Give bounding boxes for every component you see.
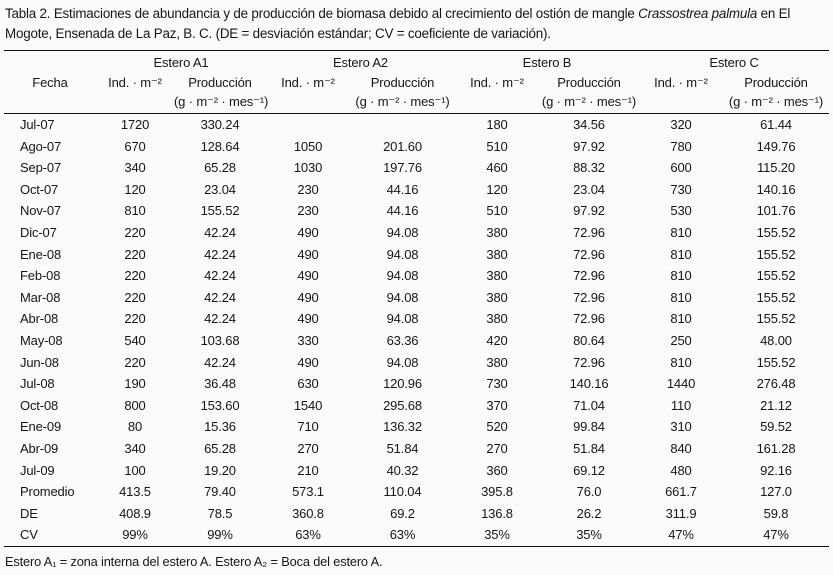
cell-value: 42.24	[204, 268, 236, 284]
table-row	[4, 265, 829, 287]
cell-value: 80.64	[573, 332, 605, 348]
cell-value: 573.1	[292, 484, 324, 500]
cell-value: 76.0	[576, 484, 602, 500]
row-label: Dic-07	[20, 224, 57, 240]
cell-value: 72.96	[573, 311, 605, 327]
column-header-ind: Ind. · m⁻²	[654, 75, 708, 90]
cell-value: 810	[670, 224, 692, 240]
cell-value: 23.04	[573, 181, 605, 197]
cell-value: 155.52	[200, 203, 240, 219]
table-row	[4, 244, 829, 266]
group-header-estero-c: Estero C	[709, 55, 759, 70]
empty-cell	[96, 92, 174, 114]
cell-value: 100	[124, 462, 146, 478]
cell-value: 490	[297, 268, 319, 284]
table-row	[4, 114, 829, 136]
cell-value: 810	[670, 354, 692, 370]
column-header-row	[4, 73, 829, 92]
table-body	[4, 114, 829, 547]
units-header: (g · m⁻² · mes⁻¹)	[728, 94, 824, 109]
row-label: Oct-08	[20, 397, 59, 413]
cell-value: 810	[670, 311, 692, 327]
row-label: Sep-07	[20, 160, 62, 176]
table-row	[4, 136, 829, 158]
table-row	[4, 481, 829, 503]
cell-value: 120	[486, 181, 508, 197]
cell-value: 88.32	[573, 160, 605, 176]
cell-value: 600	[670, 160, 692, 176]
cell-value: 115.20	[757, 160, 795, 176]
cell-value: 510	[486, 138, 508, 154]
cell-value: 153.60	[200, 397, 240, 413]
cell-value: 840	[670, 440, 692, 456]
cell-value: 380	[486, 354, 508, 370]
cell-value: 380	[486, 246, 508, 262]
cell-value: 99%	[122, 527, 148, 543]
cell-value: 380	[486, 268, 508, 284]
cell-value: 161.28	[756, 440, 796, 456]
cell-value: 197.76	[383, 160, 422, 176]
row-label: May-08	[20, 332, 63, 348]
cell-value: 72.96	[573, 289, 605, 305]
cell-value: 79.40	[204, 484, 236, 500]
table-caption	[0, 0, 833, 48]
row-label: Jul-08	[20, 376, 55, 392]
cell-value: 97.92	[573, 138, 605, 154]
cell-value: 270	[486, 440, 508, 456]
row-label: Promedio	[20, 484, 75, 500]
cell-value: 810	[670, 268, 692, 284]
row-label: Jul-09	[20, 462, 55, 478]
cell-value: 140.16	[756, 181, 796, 197]
cell-value: 59.8	[763, 505, 789, 521]
cell-value: 220	[124, 246, 146, 262]
cell-value: 490	[297, 354, 319, 370]
cell-value: 480	[670, 462, 692, 478]
units-header: (g · m⁻² · mes⁻¹)	[355, 94, 450, 109]
column-header-ind: Ind. · m⁻²	[108, 75, 162, 90]
cell-value: 44.16	[386, 203, 419, 219]
units-header-row	[4, 92, 829, 114]
table-row	[4, 373, 829, 395]
species-name: Crassostrea palmula	[638, 6, 758, 21]
cell-value: 730	[670, 181, 692, 197]
column-header-produccion: Producción	[557, 75, 621, 90]
cell-value: 360	[486, 462, 508, 478]
cell-value: 340	[124, 440, 146, 456]
cell-value: 71.04	[573, 397, 605, 413]
cell-value: 1720	[120, 117, 150, 132]
cell-value: 101.76	[756, 203, 796, 219]
cell-value: 380	[486, 289, 508, 305]
cell-value: 395.8	[481, 484, 513, 500]
table-row	[4, 352, 829, 374]
cell-value: 69.12	[573, 462, 605, 478]
cell-value: 370	[486, 397, 508, 413]
cell-value: 80	[127, 419, 143, 435]
cell-value: 490	[297, 311, 319, 327]
cell-value: 340	[124, 160, 146, 176]
cell-value: 63.36	[386, 332, 419, 348]
table-row	[4, 524, 829, 546]
cell-value: 99.84	[573, 419, 605, 435]
cell-value: 661.7	[665, 484, 697, 500]
empty-cell	[455, 92, 539, 114]
cell-value: 311.9	[665, 505, 697, 521]
cell-value: 530	[670, 203, 692, 219]
cell-value: 65.28	[204, 160, 236, 176]
cell-value: 220	[124, 354, 146, 370]
cell-value: 155.52	[756, 289, 796, 305]
row-label: Jul-07	[20, 117, 55, 132]
row-label: Oct-07	[20, 181, 59, 197]
cell-value: 42.24	[204, 246, 236, 262]
cell-value: 128.64	[200, 138, 240, 154]
cell-value: 155.52	[756, 311, 796, 327]
row-label: Abr-08	[20, 311, 59, 327]
cell-value: 230	[297, 203, 319, 219]
cell-value: 201.60	[383, 138, 422, 154]
cell-value: 1050	[293, 138, 323, 154]
cell-value: 51.84	[573, 440, 605, 456]
cell-value: 36.48	[204, 376, 236, 392]
row-label: Feb-08	[20, 268, 61, 284]
cell-value: 63%	[389, 527, 416, 543]
cell-value: 140.16	[569, 376, 609, 392]
units-header: (g · m⁻² · mes⁻¹)	[174, 94, 269, 109]
cell-value: 220	[124, 311, 146, 327]
cell-value: 61.44	[760, 117, 792, 132]
cell-value: 35%	[576, 527, 602, 543]
row-label: Ene-08	[20, 246, 62, 262]
column-header-ind: Ind. · m⁻²	[281, 75, 335, 90]
empty-cell	[266, 92, 350, 114]
table-row	[4, 330, 829, 352]
cell-value: 210	[297, 462, 319, 478]
cell-value: 65.28	[204, 440, 236, 456]
cell-value: 220	[124, 224, 146, 240]
cell-value: 34.56	[573, 117, 605, 132]
cell-value: 520	[486, 419, 508, 435]
cell-value: 380	[486, 311, 508, 327]
corner-cell	[4, 51, 96, 74]
table-row	[4, 157, 829, 179]
cell-value: 490	[297, 289, 319, 305]
cell-value: 460	[486, 160, 508, 176]
cell-value: 72.96	[573, 224, 605, 240]
empty-cell	[639, 92, 723, 114]
cell-value: 1030	[293, 160, 323, 176]
cell-value: 1540	[293, 397, 323, 413]
cell-value: 380	[486, 224, 508, 240]
cell-value: 63%	[295, 527, 321, 543]
abundance-production-table	[4, 50, 829, 547]
cell-value: 19.20	[204, 462, 236, 478]
cell-value: 250	[670, 332, 692, 348]
units-header: (g · m⁻² · mes⁻¹)	[541, 94, 637, 109]
cell-value: 72.96	[573, 246, 605, 262]
cell-value: 72.96	[573, 354, 605, 370]
cell-value: 155.52	[756, 268, 796, 284]
cell-value: 800	[124, 397, 146, 413]
cell-value: 413.5	[119, 484, 151, 500]
cell-value: 127.0	[760, 484, 792, 500]
cell-value: 180	[486, 117, 508, 132]
empty-cell	[4, 92, 96, 114]
cell-value: 94.08	[386, 354, 419, 370]
cell-value: 540	[124, 332, 146, 348]
cell-value: 110	[670, 397, 692, 413]
cell-value: 47%	[668, 527, 694, 543]
cell-value: 120	[124, 181, 146, 197]
cell-value: 120.96	[383, 376, 422, 392]
cell-value: 220	[124, 289, 146, 305]
cell-value: 23.04	[204, 181, 236, 197]
cell-value: 26.2	[576, 505, 602, 521]
cell-value: 155.52	[756, 224, 796, 240]
table-row	[4, 438, 829, 460]
row-label: Jun-08	[20, 354, 59, 370]
caption-text: Tabla 2. Estimaciones de abundancia y de producción de biomasa debido al crecimiento del ostión de mangle	[5, 6, 639, 21]
cell-value: 94.08	[386, 268, 419, 284]
cell-value: 270	[297, 440, 319, 456]
cell-value: 810	[124, 203, 146, 219]
table-footnote: Estero A₁ = zona interna del estero A. Estero A₂ = Boca del estero A.	[5, 553, 383, 569]
cell-value: 408.9	[119, 505, 151, 521]
column-header-ind: Ind. · m⁻²	[470, 75, 524, 90]
cell-value: 42.24	[204, 354, 236, 370]
cell-value: 710	[297, 419, 319, 435]
group-header-estero-a2: Estero A2	[332, 55, 389, 70]
cell-value: 320	[670, 117, 692, 132]
cell-value: 42.24	[204, 224, 236, 240]
cell-value: 103.68	[200, 332, 240, 348]
row-label: CV	[20, 527, 38, 543]
cell-value: 40.32	[386, 462, 419, 478]
cell-value: 630	[297, 376, 319, 392]
column-header-produccion: Producción	[370, 75, 435, 90]
table-row	[4, 287, 829, 309]
table-row	[4, 200, 829, 222]
cell-value: 490	[297, 246, 319, 262]
cell-value: 730	[486, 376, 508, 392]
cell-value: 136.8	[481, 505, 513, 521]
cell-value: 155.52	[756, 246, 796, 262]
cell-value: 97.92	[573, 203, 605, 219]
cell-value: 190	[124, 376, 146, 392]
cell-value: 69.2	[390, 505, 415, 521]
table-header	[4, 51, 829, 114]
cell-value: 510	[486, 203, 508, 219]
cell-value	[266, 114, 350, 136]
cell-value: 110.04	[383, 484, 422, 500]
caption-suffix: en El Mogote, Ensenada de La Paz, B. C. (DE = desviación estándar; CV = coeficiente de variación).	[5, 6, 791, 41]
cell-value: 42.24	[204, 289, 236, 305]
cell-value: 44.16	[386, 181, 419, 197]
group-header-estero-b: Estero B	[522, 55, 572, 70]
row-label: DE	[20, 505, 38, 521]
cell-value: 136.32	[383, 419, 422, 435]
column-header-produccion: Producción	[188, 75, 252, 90]
row-label: Abr-09	[20, 440, 59, 456]
cell-value: 47%	[763, 527, 789, 543]
row-label: Nov-07	[20, 203, 62, 219]
table-row	[4, 395, 829, 417]
cell-value: 48.00	[760, 332, 792, 348]
row-label: Mar-08	[20, 289, 61, 305]
cell-value: 42.24	[204, 311, 236, 327]
cell-value: 220	[124, 268, 146, 284]
cell-value: 94.08	[386, 246, 419, 262]
cell-value: 1440	[666, 376, 696, 392]
cell-value: 78.5	[207, 505, 233, 521]
cell-value: 780	[670, 138, 692, 154]
cell-value: 330.24	[200, 117, 240, 132]
table-row	[4, 179, 829, 201]
cell-value: 92.16	[760, 462, 792, 478]
cell-value: 72.96	[573, 268, 605, 284]
cell-value: 21.12	[760, 397, 792, 413]
cell-value: 155.52	[756, 354, 796, 370]
cell-value: 310	[670, 419, 692, 435]
cell-value: 99%	[207, 527, 233, 543]
cell-value: 94.08	[386, 289, 419, 305]
cell-value: 35%	[484, 527, 510, 543]
cell-value: 420	[486, 332, 508, 348]
table-row	[4, 308, 829, 330]
cell-value: 15.36	[204, 419, 236, 435]
table-row	[4, 416, 829, 438]
cell-value: 94.08	[386, 311, 419, 327]
row-label: Ago-07	[20, 138, 62, 154]
cell-value: 230	[297, 181, 319, 197]
group-header-estero-a1: Estero A1	[153, 55, 209, 70]
row-label: Ene-09	[20, 419, 62, 435]
cell-value: 330	[297, 332, 319, 348]
table-row	[4, 222, 829, 244]
cell-value: 276.48	[756, 376, 796, 392]
table-row	[4, 460, 829, 482]
cell-value: 360.8	[292, 505, 324, 521]
column-header-produccion: Producción	[744, 75, 808, 90]
cell-value: 670	[124, 138, 146, 154]
cell-value: 295.68	[383, 397, 422, 413]
cell-value: 490	[297, 224, 319, 240]
cell-value: 51.84	[386, 440, 419, 456]
column-header-fecha: Fecha	[32, 75, 68, 90]
cell-value: 94.08	[386, 224, 419, 240]
cell-value: 149.76	[756, 138, 796, 154]
cell-value: 59.52	[760, 419, 792, 435]
cell-value	[350, 114, 455, 136]
table-row	[4, 503, 829, 525]
group-header-row	[4, 51, 829, 74]
cell-value: 810	[670, 246, 692, 262]
cell-value: 810	[670, 289, 692, 305]
